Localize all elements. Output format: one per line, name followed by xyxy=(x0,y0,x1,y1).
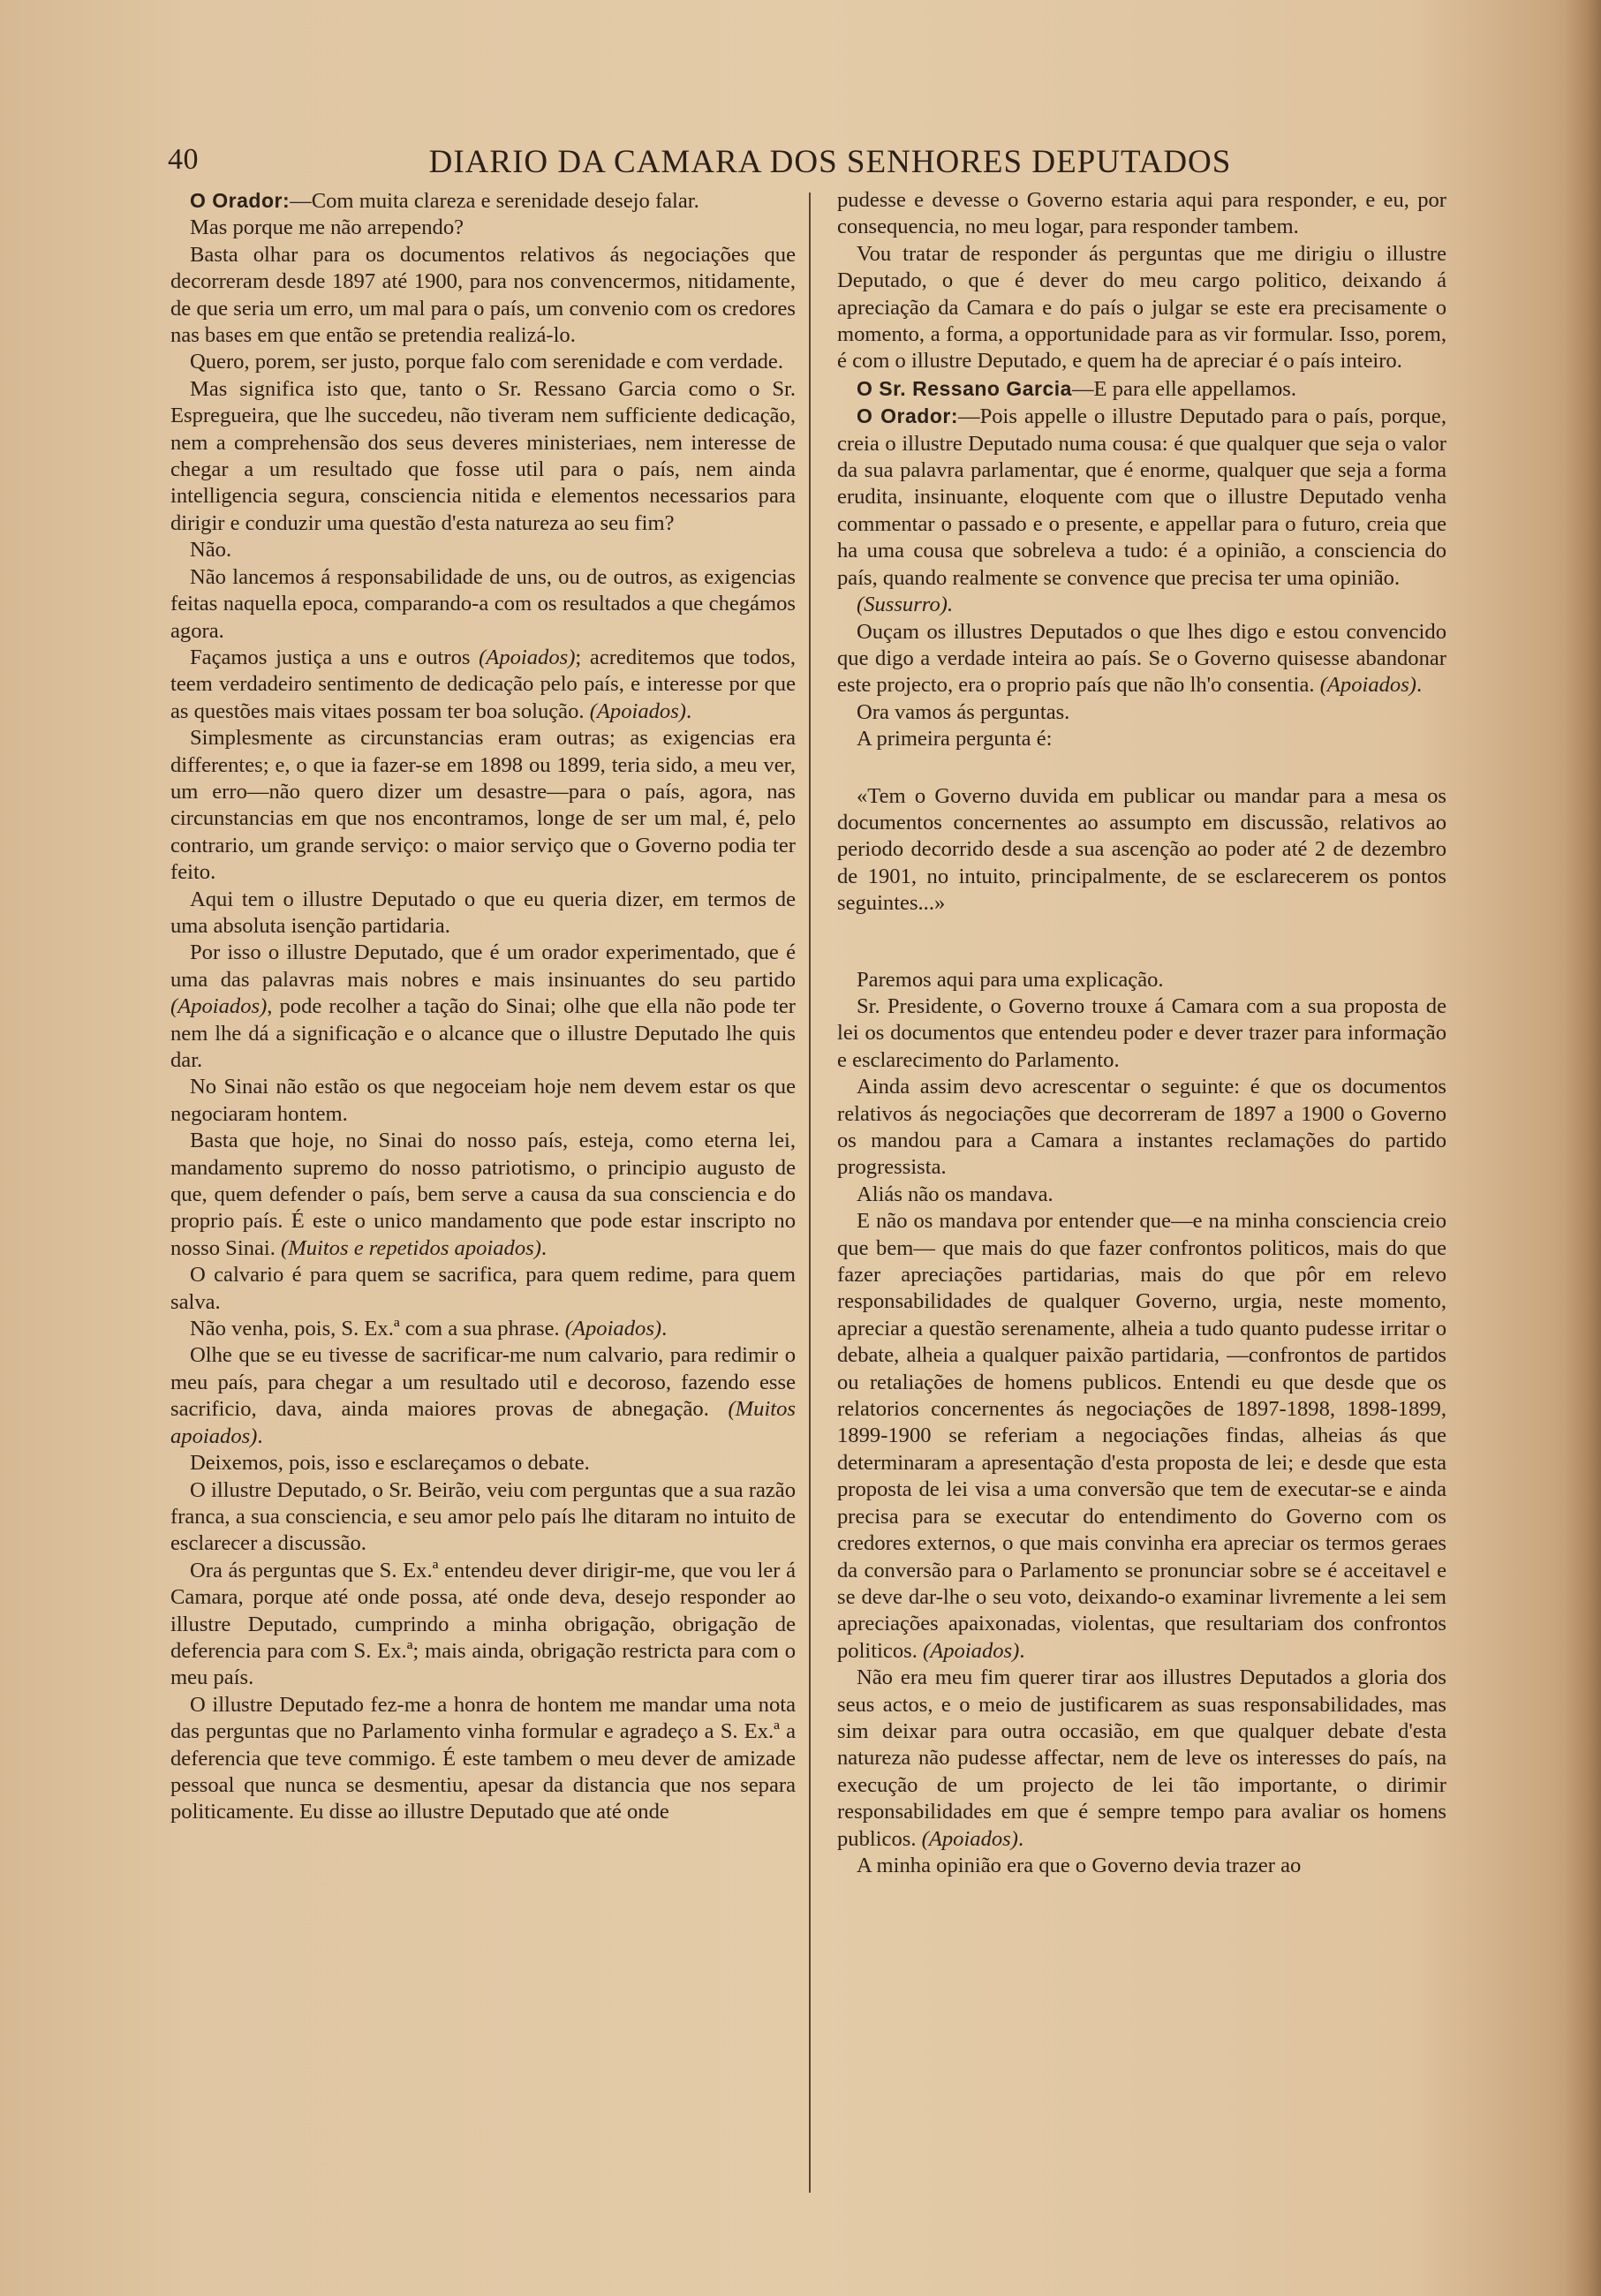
paragraph: Mas porque me não arrependo? xyxy=(190,215,464,240)
paragraph: O illustre Deputado, o Sr. Beirão, veiu com perguntas que a sua razão franca, a sua consciencia, e seu amor pelo país lhe ditaram no intuito de esclarecer a discussão. xyxy=(170,1477,796,1556)
aside-remark: (Apoiados) xyxy=(170,994,268,1019)
paragraph: Mas significa isto que, tanto o Sr. Ressano Garcia como o Sr. Espregueira, que lhe succedeu, não tiveram nem sufficiente dedicação, nem a comprehensão dos seus deveres ministeriaes, nem interesse de chegar a um resultado que fosse util para o país, nem ainda intelligencia segura, consciencia nitida e elementos necessarios para dirigir e conduzir uma questão d'esta natureza ao seu fim? xyxy=(170,376,796,535)
left-column xyxy=(170,187,796,2218)
paragraph: O Orador:—Pois appelle o illustre Deputado para o país, porque, creia o illustre Deputado numa cousa: é que qualquer que seja o valor da sua palavra parlamentar, que é enorme, qualquer que seja a forma erudita, insinuante, eloquente com que o illustre Deputado venha commentar o passado e o presente, e appellar para o futuro, creia que ha uma cousa que sobreleva a tudo: é a opinião, a consciencia do país, quando realmente se convence que precisa ter uma opinião. xyxy=(837,404,1446,590)
quoted-question: «Tem o Governo duvida em publicar ou mandar para a mesa os documentos concernentes ao assumpto em discussão, relativos ao periodo decorrido desde a sua ascenção ao poder até 2 de dezembro de 1901, no intuito, principalmente, de se esclarecerem os pontos seguintes...» xyxy=(837,783,1446,916)
paragraph: Não era meu fim querer tirar aos illustres Deputados a gloria dos seus actos, e o meio de justificarem as suas responsabilidades, mas sim deixar para outra occasião, em que qualquer debate d'esta natureza não pudesse affectar, nem de leve os interesses do país, na execução de um projecto de lei tão importante, o dirimir responsabilidades em que é sempre tempo para avaliar os homens publicos. (Apoiados). xyxy=(837,1665,1446,1851)
aside-remark: (Apoiados) xyxy=(1319,673,1416,698)
paragraph: Simplesmente as circunstancias eram outras; as exigencias era differentes; e, o que ia fazer-se em 1898 ou 1899, teria sido, a meu ver, um erro—não quero dizer um desastre—para o país, agora, nas circunstancias em que nos encontramos, longe de ser um mal, é, pelo contrario, um grande serviço: o maior serviço que o Governo podia ter feito. xyxy=(170,726,796,885)
aside-remark: (Apoiados) xyxy=(921,1826,1018,1851)
paragraph: Aliás não os mandava. xyxy=(857,1182,1053,1206)
paragraph: Ora ás perguntas que S. Ex.ª entendeu dever dirigir-me, que vou ler á Camara, porque até onde possa, até onde deva, desejo responder ao illustre Deputado, cumprindo a minha obrigação, obrigação de deferencia para com S. Ex.ª; mais ainda, obrigação restricta para com o meu país. xyxy=(170,1558,796,1690)
paragraph: A minha opinião era que o Governo devia trazer ao xyxy=(857,1853,1302,1877)
paragraph: Basta que hoje, no Sinai do nosso país, esteja, como eterna lei, mandamento supremo do nosso patriotismo, o principio augusto de que, quem defender o país, bem serve a causa da sua consciencia e do proprio país. É este o unico mandamento que pode estar inscripto no nosso Sinai. (Muitos e repetidos apoiados). xyxy=(170,1129,796,1260)
aside-remark: (Muitos e repetidos apoiados) xyxy=(281,1235,541,1260)
paragraph: Olhe que se eu tivesse de sacrificar-me num calvario, para redimir o meu país, para chegar a um resultado util e decoroso, fazendo esse sacrificio, dava, ainda maiores provas de abnegação. (Muitos apoiados). xyxy=(170,1343,796,1448)
page-number: 40 xyxy=(168,143,199,176)
paragraph: O illustre Deputado fez-me a honra de hontem me mandar uma nota das perguntas que no Parlamento vinha formular e agradeço a S. Ex.ª a deferencia que teve commigo. É este tambem o meu dever de amizade pessoal que nunca se desmentiu, apesar da distancia que nos separa politicamente. Eu disse ao illustre Deputado que até onde xyxy=(170,1692,796,1824)
speaker-name: O Orador: xyxy=(857,404,958,428)
paragraph: pudesse e devesse o Governo estaria aqui para responder, e eu, por consequencia, no meu logar, para responder tambem. xyxy=(837,188,1446,239)
paragraph: Vou tratar de responder ás perguntas que me dirigiu o illustre Deputado, o que é dever do meu cargo politico, deixando á apreciação da Camara e do país o julgar se este era precisamente o momento, a forma, a opportunidade para as vir formular. Isso, porem, é com o illustre Deputado, e quem ha de apreciar é o país inteiro. xyxy=(837,241,1446,374)
paragraph: Não lancemos á responsabilidade de uns, ou de outros, as exigencias feitas naquella epoca, comparando-a com os resultados a que chegámos agora. xyxy=(170,564,796,643)
paragraph: O Sr. Ressano Garcia—E para elle appellamos. xyxy=(857,376,1296,401)
paragraph: Façamos justiça a uns e outros (Apoiados); acreditemos que todos, teem verdadeiro sentimento de dedicação pelo país, e interesse por que as questões mais vitaes possam ter boa solução. (Apoiados). xyxy=(170,645,796,723)
paragraph: Não. xyxy=(190,538,232,563)
paragraph: No Sinai não estão os que negoceiam hoje nem devem estar os que negociaram hontem. xyxy=(170,1075,796,1126)
speaker-name: O Sr. Ressano Garcia xyxy=(857,376,1072,400)
paragraph: O Orador:—Com muita clareza e serenidade desejo falar. xyxy=(190,189,699,213)
aside-remark: (Sussurro). xyxy=(857,593,954,617)
paragraph: Por isso o illustre Deputado, que é um orador experimentado, que é uma das palavras mais nobres e mais insinuantes do seu partido (Apoiados), pode recolher a tação do Sinai; olhe que ella não pode ter nem lhe dá a significação e o alcance que o illustre Deputado lhe quis dar. xyxy=(170,940,796,1072)
paragraph: Basta olhar para os documentos relativos ás negociações que decorreram desde 1897 até 1900, para nos convencermos, nitidamente, de que seria um erro, um mal para o país, um convenio com os credores nas bases em que então se pretendia realizá-lo. xyxy=(170,242,796,348)
right-column xyxy=(837,187,1446,2218)
page-header xyxy=(168,143,1457,187)
paragraph: Paremos aqui para uma explicação. xyxy=(857,967,1164,992)
paragraph: Sr. Presidente, o Governo trouxe á Camara com a sua proposta de lei os documentos que entendeu poder e dever trazer para informação e esclarecimento do Parlamento. xyxy=(837,993,1446,1072)
aside-remark: (Apoiados) xyxy=(923,1638,1020,1663)
paragraph: Aqui tem o illustre Deputado o que eu queria dizer, em termos de uma absoluta isenção partidaria. xyxy=(170,887,796,938)
paragraph: O calvario é para quem se sacrifica, para quem redime, para quem salva. xyxy=(170,1263,796,1314)
aside-remark: (Muitos apoiados) xyxy=(170,1397,796,1448)
speaker-name: O Orador: xyxy=(190,189,291,212)
aside-remark: (Apoiados) xyxy=(564,1317,662,1341)
paragraph: A primeira pergunta é: xyxy=(857,727,1053,751)
paragraph: Ouçam os illustres Deputados o que lhes digo e estou convencido que digo a verdade inteira ao país. Se o Governo quisesse abandonar este projecto, era o proprio país que não lh'o consentia. (Apoiados). xyxy=(837,619,1446,698)
paragraph: Deixemos, pois, isso e esclareçamos o debate. xyxy=(190,1451,590,1476)
paragraph: Ainda assim devo acrescentar o seguinte: é que os documentos relativos ás negociações que decorreram de 1897 a 1900 o Governo os mandou para a Camara a instantes reclamações do partido progressista. xyxy=(837,1075,1446,1180)
paragraph: Ora vamos ás perguntas. xyxy=(857,699,1070,724)
paragraph: Quero, porem, ser justo, porque falo com serenidade e com verdade. xyxy=(190,350,783,374)
aside-remark: (Apoiados) xyxy=(589,699,686,723)
journal-title: DIARIO DA CAMARA DOS SENHORES DEPUTADOS xyxy=(428,144,1232,180)
paragraph: Não venha, pois, S. Ex.ª com a sua phrase. (Apoiados). xyxy=(190,1317,668,1341)
page-fold-shadow xyxy=(1566,0,1601,2296)
paragraph: E não os mandava por entender que—e na minha consciencia creio que bem— que mais do que fazer confrontos politicos, mais do que fazer apreciações partidarias, mais do que pôr em relevo responsabilidades de qualquer Governo, urgia, neste momento, apreciar a questão serenamente, alheia a tudo quanto pudesse irritar o debate, alheia a qualquer paixão partidaria, —confrontos de partidos ou retaliações de homens publicos. Entendi eu que desde que os relatorios concernentes ás negociações de 1897-1898, 1898-1899, 1899-1900 se referiam a negociações findas, alheias ás que determinaram a apresentação d'esta proposta de lei; e desde que esta proposta de lei visa a uma conversão que tem de executar-se e ainda precisa para se executar do entendimento do Governo com os credores externos, o que mais convinha era apreciar os termos geraes da conversão para o Parlamento se pronunciar sobre se é acceitavel e se deve dar-lhe o seu voto, deixando-o examinar livremente a lei sem apreciações apaixonadas, violentas, que resultariam dos confrontos politicos. (Apoiados). xyxy=(837,1209,1446,1663)
aside-remark: (Apoiados) xyxy=(479,645,576,669)
column-divider xyxy=(809,193,811,2193)
